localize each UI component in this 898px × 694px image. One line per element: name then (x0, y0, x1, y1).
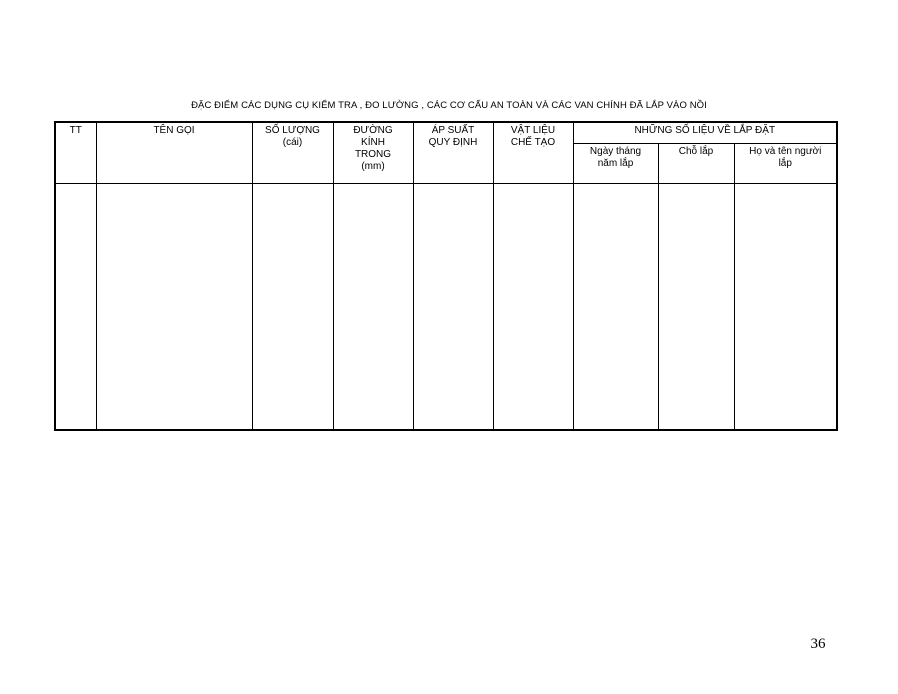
table-cell[interactable] (493, 183, 573, 430)
header-ap-suat-line2: QUY ĐỊNH (428, 137, 478, 148)
table-cell[interactable] (252, 183, 333, 430)
table-cell[interactable] (96, 183, 252, 430)
header-ap-suat (413, 122, 493, 183)
header-ngay-thang-line2: năm lắp (597, 157, 634, 169)
header-duong-kinh-line4: (mm) (361, 161, 385, 172)
header-ho-ten-line1: Họ và tên người (749, 145, 822, 157)
header-so-luong (252, 122, 333, 183)
page-number: 36 (810, 636, 826, 652)
document-title: ĐẶC ĐIỂM CÁC DỤNG CỤ KIỂM TRA , ĐO LƯỜNG , CÁC CƠ CẤU AN TOÀN VÀ CÁC VAN CHÍNH ĐÃ LẮP VÀO NỒI (191, 100, 707, 111)
table-cell[interactable] (55, 183, 96, 430)
table-cell[interactable] (734, 183, 837, 430)
header-ngay-thang (573, 143, 658, 183)
header-cho-lap: Chỗ lắp (658, 143, 734, 183)
table-row (55, 183, 837, 430)
header-vat-lieu (493, 122, 573, 183)
header-ho-ten-line2: lắp (778, 157, 792, 169)
header-so-luong-line2: (cái) (282, 137, 303, 148)
table-cell[interactable] (413, 183, 493, 430)
table-cell[interactable] (573, 183, 658, 430)
header-so-luong-line1: SỐ LƯỢNG (265, 125, 320, 136)
header-ten-goi: TÊN GỌI (96, 122, 252, 183)
header-duong-kinh (333, 122, 413, 183)
header-vat-lieu-line2: CHẾ TẠO (510, 137, 556, 148)
header-duong-kinh-line1: ĐƯỜNG (353, 125, 393, 136)
header-ho-ten (734, 143, 837, 183)
header-vat-lieu-line1: VẬT LIỆU (510, 125, 556, 136)
header-ngay-thang-line1: Ngày tháng (589, 145, 642, 157)
table-cell[interactable] (658, 183, 734, 430)
header-tt: TT (55, 122, 96, 183)
header-duong-kinh-line3: TRONG (354, 149, 392, 160)
header-lap-dat-group: NHỮNG SỐ LIỆU VỀ LẮP ĐẶT (573, 122, 837, 143)
header-duong-kinh-line2: KÍNH (361, 137, 385, 148)
equipment-table (54, 121, 838, 431)
table-cell[interactable] (333, 183, 413, 430)
header-ap-suat-line1: ÁP SUẤT (431, 125, 475, 136)
